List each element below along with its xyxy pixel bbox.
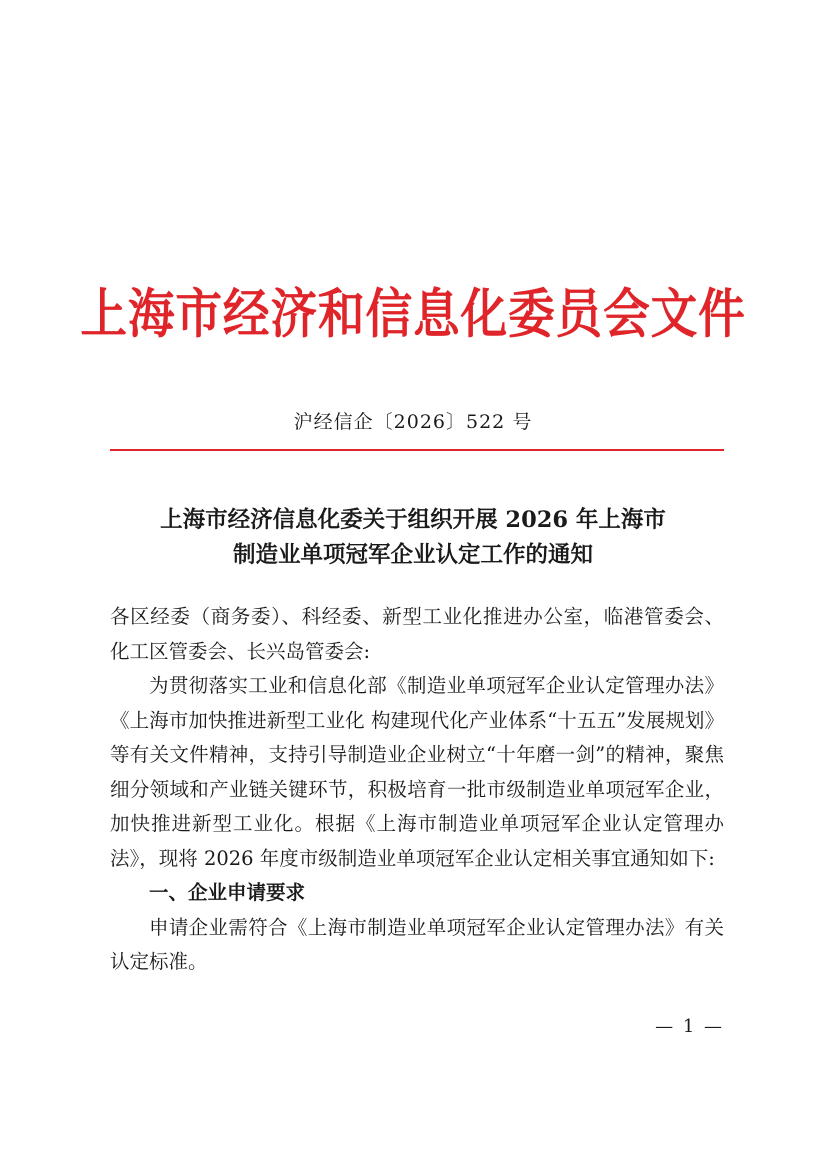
issuing-organization-header: 上海市经济和信息化委员会文件 — [80, 283, 746, 345]
document-number: 沪经信企〔2026〕522 号 — [293, 411, 533, 433]
body-paragraph-2: 申请企业需符合《上海市制造业单项冠军企业认定管理办法》有关认定标准。 — [110, 915, 724, 973]
notice-title-line-2: 制造业单项冠军企业认定工作的通知 — [232, 542, 593, 568]
recipients-paragraph: 各区经委（商务委）、科经委、新型工业化推进办公室，临港管委会、化工区管委会、长兴岛管委会: — [110, 605, 724, 663]
body-paragraph-1: 为贯彻落实工业和信息化部《制造业单项冠军企业认定管理办法》《上海市加快推进新型工业化 构建现代化产业体系“十五五”发展规划》等有关文件精神，支持引导制造业企业树立“十年磨一剑”的精神，聚焦细分领域和产业链关键环节，积极培育一批市级制造业单项冠军企业，加快推进新型工业化。根据《上海市制造业单项冠军企业认定管理办法》，现将 2026 年度市级制造业单项冠军企业认定相关事宜通知如下: — [110, 674, 724, 870]
notice-body — [110, 600, 724, 980]
red-divider-line — [110, 449, 724, 451]
page-number: — 1 — — [655, 1016, 724, 1037]
section-heading-1: 一、企业申请要求 — [149, 881, 306, 904]
notice-title-line-1: 上海市经济信息化委关于组织开展 2026 年上海市 — [160, 507, 666, 533]
notice-title — [90, 503, 736, 573]
